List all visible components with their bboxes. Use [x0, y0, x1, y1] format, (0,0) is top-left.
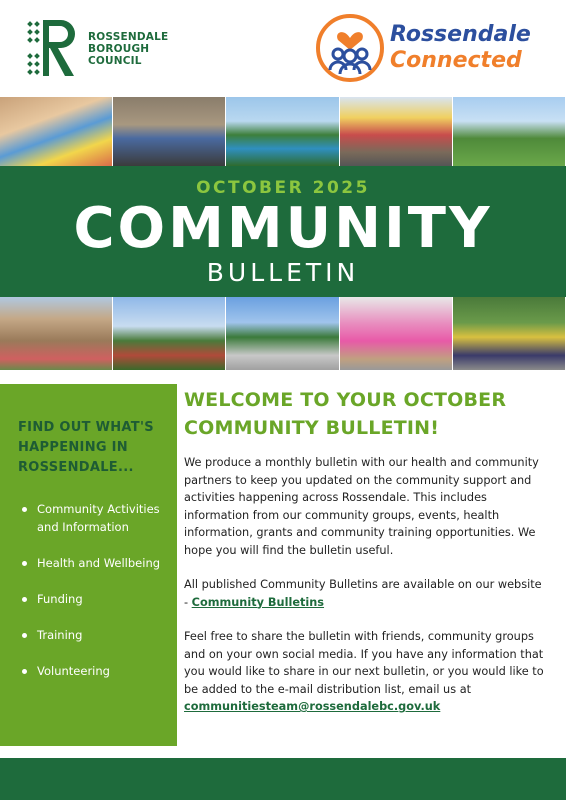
photo-stilt-walkers — [340, 297, 453, 370]
welcome-heading: WELCOME TO YOUR OCTOBER COMMUNITY BULLETIN! — [184, 389, 507, 439]
footer-band — [0, 758, 566, 800]
photo-children-crafting — [0, 97, 113, 166]
council-name-line-2: BOROUGH — [88, 43, 150, 55]
bulletin-date: OCTOBER 2025 — [196, 178, 370, 198]
council-name-line-1: ROSSENDALE — [88, 31, 169, 43]
council-logo[interactable] — [26, 18, 168, 80]
sidebar-item-community-activities: Community Activities and Information — [22, 500, 172, 536]
intro-paragraph: We produce a monthly bulletin with our health and community partners to keep you updated on the community support and activities happening across Rossendale. This includes information from our community groups, events, health information, grants and community training opportunities. We hope you will find the bulletin useful. — [184, 456, 539, 557]
sidebar-item-training: Training — [22, 626, 172, 644]
photo-bowling-green — [453, 97, 566, 166]
photo-men-with-bikes — [113, 97, 226, 166]
sidebar-item-health-wellbeing: Health and Wellbeing — [22, 554, 172, 572]
photo-skate-park — [226, 297, 339, 370]
connected-name-line-2: Connected — [390, 48, 522, 73]
sidebar-heading: FIND OUT WHAT'S HAPPENING IN ROSSENDALE... — [18, 420, 154, 475]
connected-name-line-1: Rossendale — [390, 22, 531, 47]
council-crest-icon — [26, 18, 82, 80]
sidebar — [0, 384, 177, 746]
title-band — [0, 166, 566, 297]
communities-team-email-link[interactable]: communitiesteam@rossendalebc.gov.uk — [184, 700, 441, 713]
bulletin-title: COMMUNITY — [73, 196, 493, 261]
bulletins-paragraph-text: All published Community Bulletins are available on our website - — [184, 578, 542, 609]
council-name-line-3: COUNCIL — [88, 55, 142, 67]
connected-name — [390, 22, 531, 74]
sidebar-item-volunteering: Volunteering — [22, 662, 172, 680]
bulletins-paragraph — [184, 576, 544, 611]
header — [0, 0, 566, 96]
photo-sports-courts — [226, 97, 339, 166]
photo-parade — [453, 297, 566, 370]
rossendale-connected-logo[interactable] — [316, 14, 531, 82]
bulletin-subtitle: BULLETIN — [206, 258, 360, 287]
share-paragraph — [184, 628, 544, 716]
photo-running-track — [113, 297, 226, 370]
photo-strip-top — [0, 97, 566, 166]
sidebar-item-funding: Funding — [22, 590, 172, 608]
photo-strip-bottom — [0, 297, 566, 370]
main-content — [184, 386, 544, 716]
sidebar-topic-list — [22, 500, 172, 680]
connected-people-icon — [316, 14, 384, 82]
photo-historic-building — [0, 297, 113, 370]
share-paragraph-text: Feel free to share the bulletin with friends, community groups and on your own social media. If you have any information that you would like to share in our next bulletin, or you would like to be added to the e-mail distribution list, email us at — [184, 630, 544, 696]
photo-festival-crowd — [340, 97, 453, 166]
community-bulletins-link[interactable]: Community Bulletins — [191, 595, 325, 609]
council-name — [88, 31, 168, 67]
